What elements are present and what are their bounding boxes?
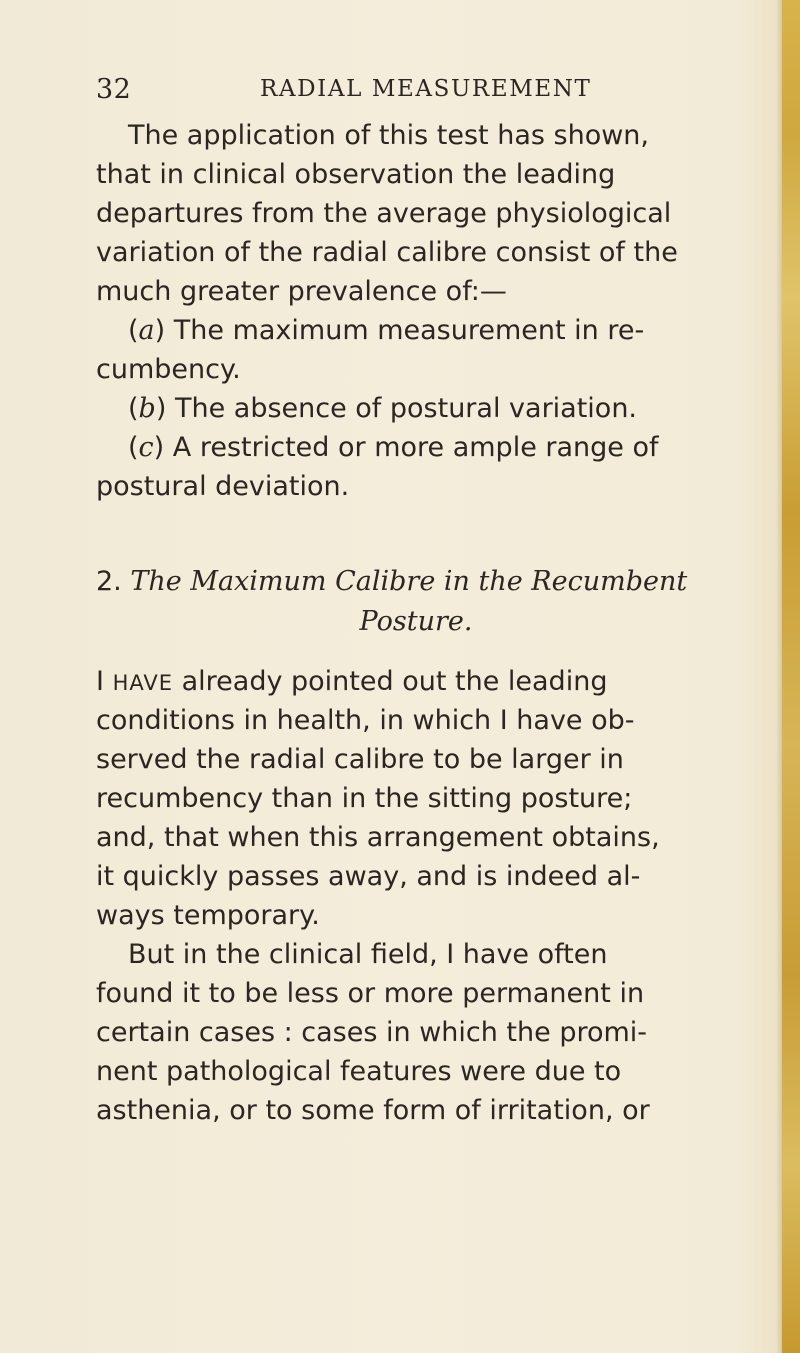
text-line: that in clinical observation the leading <box>96 159 616 190</box>
list-item-a-continued: cumbency. <box>96 354 241 385</box>
section-title-line-1: The Maximum Calibre in the Recumbent <box>130 566 688 597</box>
list-marker-c: c <box>138 432 154 463</box>
list-item-b: (b) The absence of postural variation. <box>128 393 638 424</box>
list-item-c-continued: postural deviation. <box>96 471 350 502</box>
text-line: But in the clinical field, I have often <box>128 939 608 970</box>
text-line: found it to be less or more permanent in <box>96 978 645 1009</box>
running-head: RADIAL MEASUREMENT <box>260 76 592 102</box>
section-heading-line-1 <box>96 562 736 602</box>
paragraph-recumbency <box>96 662 736 935</box>
text-line: conditions in health, in which I have ob- <box>96 705 635 736</box>
list-item-c: (c) A restricted or more ample range of <box>128 432 659 463</box>
text-line: already pointed out the leading <box>181 666 608 697</box>
text-line: asthenia, or to some form of irritation, or <box>96 1095 650 1126</box>
list-item-text: The absence of postural variation. <box>174 393 638 424</box>
criteria-list <box>96 311 736 506</box>
list-item-text: A restricted or more ample range of <box>172 432 659 463</box>
text-line: recumbency than in the sitting posture; <box>96 783 633 814</box>
text-line: ways temporary. <box>96 900 320 931</box>
text-line: much greater prevalence of:— <box>96 276 507 307</box>
gilt-page-edge <box>782 0 800 1353</box>
text-line: variation of the radial calibre consist of the <box>96 237 678 268</box>
list-marker-b: b <box>138 393 156 424</box>
text-line: it quickly passes away, and is indeed al- <box>96 861 641 892</box>
section-title-line-2: Posture. <box>359 606 473 637</box>
list-item-a: (a) The maximum measurement in re- <box>128 315 645 346</box>
text-line: certain cases : cases in which the promi- <box>96 1017 648 1048</box>
paragraph-clinical-field <box>96 935 736 1130</box>
section-number: 2. <box>96 566 122 597</box>
paragraph-opening-line <box>96 662 736 701</box>
page-number: 32 <box>96 74 132 105</box>
text-line: departures from the average physiological <box>96 198 672 229</box>
text-line: served the radial calibre to be larger in <box>96 744 624 775</box>
paragraph-intro <box>96 116 736 311</box>
list-marker-a: a <box>138 315 155 346</box>
text-line: The application of this test has shown, <box>128 120 649 151</box>
section-heading <box>96 562 736 642</box>
small-caps-word: HAVE <box>112 671 174 695</box>
list-item-text: The maximum measurement in re- <box>173 315 645 346</box>
text-line: nent pathological features were due to <box>96 1056 622 1087</box>
page-header <box>96 74 716 108</box>
drop-word: I <box>96 666 104 697</box>
text-line: and, that when this arrangement obtains, <box>96 822 660 853</box>
